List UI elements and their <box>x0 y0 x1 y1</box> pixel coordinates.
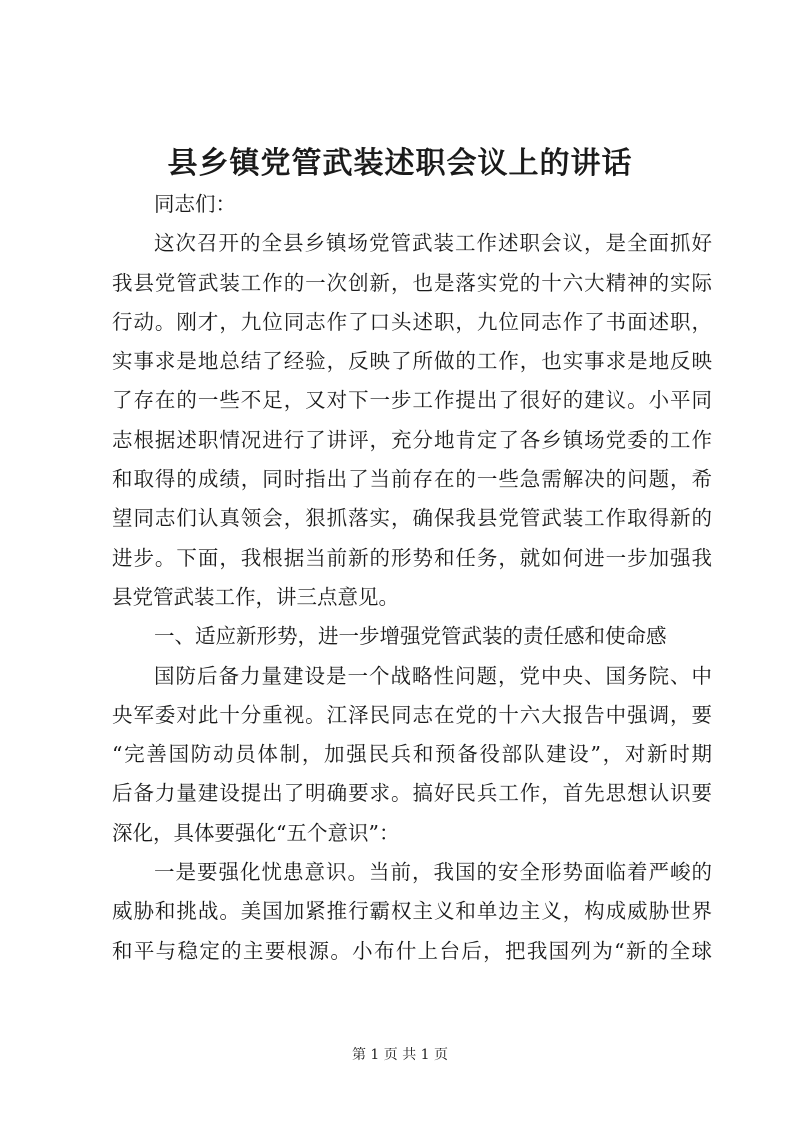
paragraph-line: 一、适应新形势，进一步增强党管武装的责任感和使命感 <box>154 624 667 649</box>
paragraph-line: 和平与稳定的主要根源。小布什上台后，把我国列为“新的全球 <box>112 938 712 963</box>
paragraph-line: 国防后备力量建设是一个战略性问题，党中央、国务院、中 <box>154 663 712 688</box>
paragraph-line: 望同志们认真领会，狠抓落实，确保我县党管武装工作取得新的 <box>112 506 712 531</box>
paragraph-line: 深化，具体要强化“五个意识”： <box>112 820 400 845</box>
paragraph-line: 进步。下面，我根据当前新的形势和任务，就如何进一步加强我 <box>112 545 712 570</box>
paragraph-line: 行动。刚才，九位同志作了口头述职，九位同志作了书面述职， <box>112 309 712 334</box>
paragraph-line: 和取得的成绩，同时指出了当前存在的一些急需解决的问题，希 <box>112 467 712 492</box>
document-title: 县乡镇党管武装述职会议上的讲话 <box>167 146 633 181</box>
page-footer: 第 1 页 共 1 页 <box>351 1047 449 1063</box>
paragraph-line: 了存在的一些不足，又对下一步工作提出了很好的建议。小平同 <box>112 388 712 413</box>
paragraph-line: 一是要强化忧患意识。当前，我国的安全形势面临着严峻的 <box>154 860 712 885</box>
paragraph-line: 威胁和挑战。美国加紧推行霸权主义和单边主义，构成威胁世界 <box>112 899 712 924</box>
paragraph-line: 后备力量建设提出了明确要求。搞好民兵工作，首先思想认识要 <box>112 781 712 806</box>
paragraph-line: 央军委对此十分重视。江泽民同志在党的十六大报告中强调，要 <box>112 702 712 727</box>
paragraph-line: 实事求是地总结了经验，反映了所做的工作，也实事求是地反映 <box>112 349 712 374</box>
paragraph-line: 志根据述职情况进行了讲评，充分地肯定了各乡镇场党委的工作 <box>112 427 712 452</box>
paragraph-line: “完善国防动员体制，加强民兵和预备役部队建设”，对新时期 <box>112 742 712 767</box>
paragraph-line: 这次召开的全县乡镇场党管武装工作述职会议，是全面抓好 <box>154 231 712 256</box>
document-body <box>112 185 712 971</box>
paragraph-line: 我县党管武装工作的一次创新，也是落实党的十六大精神的实际 <box>112 270 712 295</box>
paragraph-line: 县党管武装工作，讲三点意见。 <box>112 584 399 609</box>
paragraph-line: 同志们： <box>154 192 236 216</box>
